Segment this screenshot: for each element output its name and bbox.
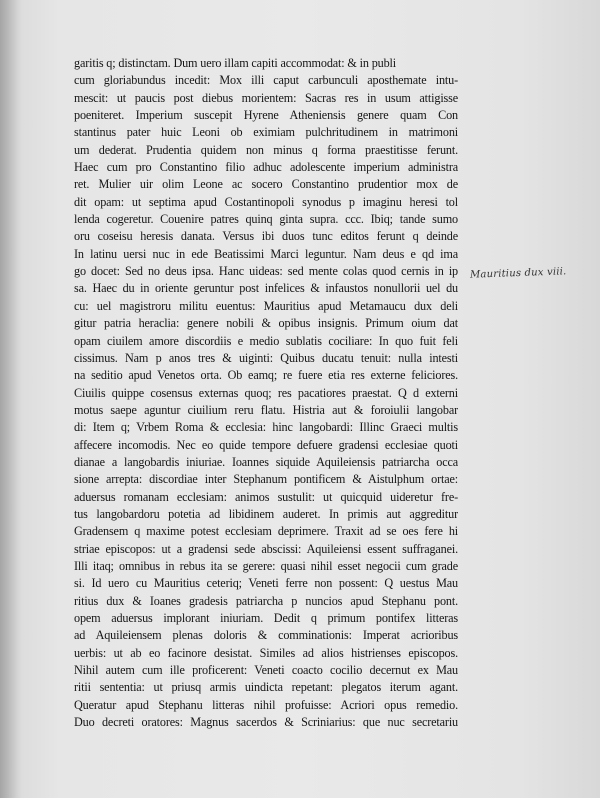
text-line: na seditio apud Venetos orta. Ob eamq; re fuere etia res externe feliciores. [74, 368, 458, 383]
text-line: Duo decreti oratores: Magnus sacerdos & Scriniarius: que nuc secretariu [74, 715, 458, 730]
text-line: dit opam: ut septima apud Costantinopoli synodus p imaginu heresi tol [74, 194, 458, 209]
text-line: motus saepe aguntur ciuilium reru flatu. Histria aut & foroiulii langobar [74, 402, 458, 417]
text-line: si. Id uero cu Mauritius ceteriq; Veneti ferre non possent: Q uestus Mau [74, 576, 458, 591]
text-line: affecere incomodis. Nec eo quide tempore defuere gradensi ecclesiae quoti [74, 437, 458, 452]
text-line: aduersus romanam ecclesiam: animos sustulit: ut quicquid uideretur fre- [74, 489, 458, 504]
text-line: opam ciuilem amore discordiis e medio sublatis cociliare: In quo fuit feli [74, 333, 458, 348]
text-line: cum gloriabundus incedit: Mox illi caput carbunculi aposthemate intu- [74, 73, 458, 88]
text-line: cissimus. Nam p anos tres & uiginti: Quibus ducatu tenuit: nulla intesti [74, 350, 458, 365]
text-line: di: Item q; Vrbem Roma & ecclesia: hinc langobardi: Illinc Graeci multis [74, 420, 458, 435]
text-line: ritii sententia: ut priusq armis uindicta repetant: plegatos iterum agant. [74, 680, 458, 695]
text-line: cu: uel magistroru militu euentus: Mauritius apud Metamaucu dux deli [74, 298, 458, 313]
text-line: oru coseisu heresis danata. Versus ibi duos tunc editos ferunt q deinde [74, 229, 458, 244]
text-line: mescit: ut paucis post diebus morientem: Sacras res in usum attigisse [74, 90, 458, 105]
text-line: go docet: Sed no deus ipsa. Hanc uideas: sed mente colas quod cernis in ip [74, 264, 458, 279]
text-line: sa. Haec du in oriente geruntur post infelices & infaustos nonullorii uel du [74, 281, 458, 296]
text-line: striae episcopos: ut a gradensi sede abscissi: Aquileiensi essent suffraganei. [74, 541, 458, 556]
text-line: poeniteret. Imperium suscepit Hyrene Atheniensis genere quam Con [74, 108, 458, 123]
text-line: um dederat. Prudentia quidem non minus q forma praestitisse ferunt. [74, 142, 458, 157]
text-line: Nihil autem cum ille proficerent: Veneti coacto cocilio decernut ex Mau [74, 663, 458, 678]
text-line: opem aduersus implorant iniuriam. Dedit q primum pontifex litteras [74, 611, 458, 625]
text-line: In latinu uersi nuc in ede Beatissimi Marci leguntur. Nam deus e qd ima [74, 246, 458, 261]
text-line: uerbis: ut ab eo facinore desistat. Similes ad alios histrienses episcopos. [74, 645, 458, 660]
text-line: tus langobardoru potetia ad libidinem auderet. In primis aut aggreditur [74, 506, 458, 521]
text-line: Illi itaq; omnibus in rebus ita se gerere: quasi nihil esset negocii cum grade [74, 558, 458, 573]
text-line: ret. Mulier uir olim Leone ac socero Constantino prudentior mox de [74, 177, 458, 192]
text-line: gitur patria heraclia: genere nobili & opibus insignis. Primum oium dat [74, 316, 458, 331]
text-line: ritius dux & Ioanes gradesis patriarcha p nuncios apud Stephanu pont. [74, 593, 458, 608]
text-line: dianae a langobardis iniuriae. Ioannes siquide Aquileiensis patriarcha occa [74, 454, 458, 469]
text-line: garitis q; distinctam. Dum uero illam capiti accommodat: & in publi [74, 56, 396, 70]
text-line: lenda cogeretur. Couenire patres quinq ginta supra. ccc. Ibiq; tande sumo [74, 212, 458, 227]
text-block [74, 55, 458, 731]
text-line: ad Aquileiensem plenas doloris & comminationis: Imperat acrioribus [74, 628, 458, 643]
text-line: Haec cum pro Constantino filio adhuc adolescente imperium administra [74, 160, 458, 175]
text-line: Gradensem q maxime potest ecclesiam deprimere. Traxit ad se oes fere hi [74, 524, 458, 539]
marginal-note: Mauritius dux viii. [469, 266, 567, 281]
text-line: Queratur apud Stephanu litteras nihil profuisse: Acriori opus remedio. [74, 697, 458, 712]
text-line: Ciuilis quippe cosensus externas quoq; res pacatiores praestat. Q d externi [74, 385, 458, 400]
gutter-shadow [0, 0, 22, 798]
text-line: sione arrepta: discordiae inter Stephanum pontificem & Aistulphum ortae: [74, 472, 458, 487]
text-line: stantinus pater huic Leoni ob eximiam pulchritudinem in matrimoni [74, 125, 458, 140]
